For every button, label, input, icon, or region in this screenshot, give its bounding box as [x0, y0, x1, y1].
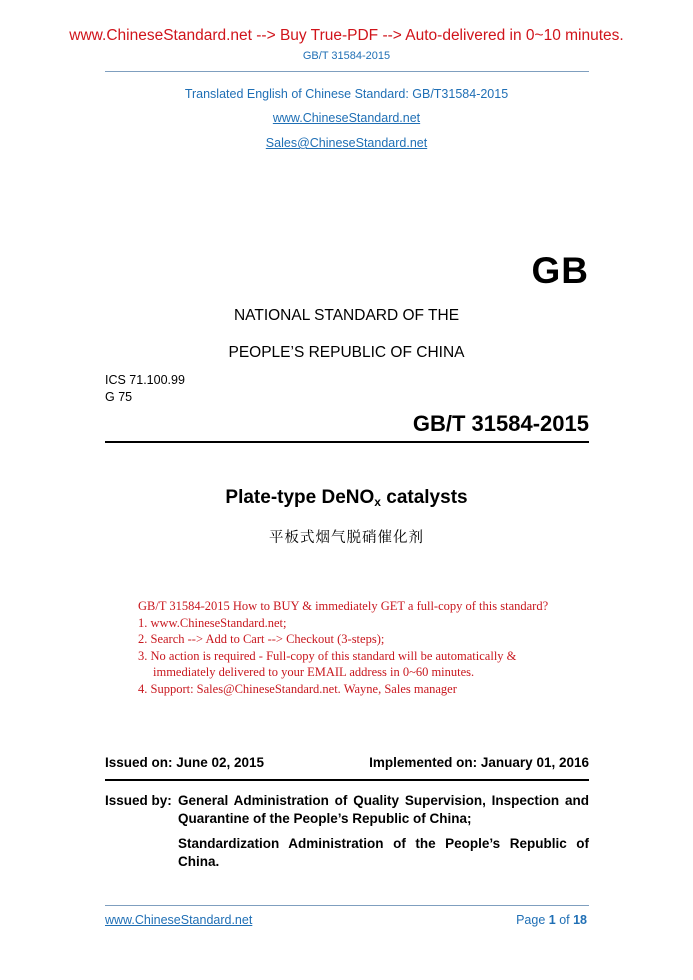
dates-divider — [105, 779, 589, 781]
code-underline — [105, 441, 589, 443]
promo-banner[interactable]: www.ChineseStandard.net --> Buy True-PDF --> Auto-delivered in 0~10 minutes. — [69, 27, 624, 44]
purchase-step-1[interactable]: 1. www.ChineseStandard.net; — [138, 615, 287, 630]
national-standard-line2: PEOPLE’S REPUBLIC OF CHINA — [228, 344, 465, 361]
national-standard-line1: NATIONAL STANDARD OF THE — [233, 307, 460, 324]
issued-date: Issued on: June 02, 2015 — [105, 755, 265, 770]
purchase-step-2: 2. Search --> Add to Cart --> Checkout (3-steps); — [138, 632, 385, 647]
purchase-step-3-continued: immediately delivered to your EMAIL address in 0~60 minutes. — [153, 665, 475, 680]
issuers-block — [105, 792, 589, 878]
sales-email-link[interactable]: Sales@ChineseStandard.net — [265, 136, 428, 150]
ccs-code: G 75 — [105, 390, 133, 404]
title-tail: catalysts — [380, 487, 468, 508]
purchase-step-3: 3. No action is required - Full-copy of this standard will be automatically & — [138, 648, 517, 663]
footer-website-link[interactable]: www.ChineseStandard.net — [105, 913, 253, 927]
issuer-aqsiq: General Administration of Quality Supervision, Inspection and Quarantine of the People’s Republic of China; — [178, 793, 589, 826]
page-current: 1 — [548, 913, 556, 927]
document-title — [0, 487, 693, 509]
purchase-instructions — [138, 598, 588, 698]
page-indicator — [516, 913, 587, 927]
gb-mark: GB — [531, 250, 589, 291]
issuer-sac: Standardization Administration of the People’s Republic of China. — [178, 836, 589, 869]
implemented-date: Implemented on: January 01, 2016 — [369, 755, 589, 770]
footer-divider — [105, 905, 589, 906]
title-main: Plate-type DeNO — [225, 487, 375, 508]
website-link[interactable]: www.ChineseStandard.net — [272, 111, 421, 125]
header-standard-code: GB/T 31584-2015 — [302, 50, 391, 62]
standard-code: GB/T 31584-2015 — [412, 411, 589, 436]
translation-heading: Translated English of Chinese Standard: GB/T31584-2015 — [184, 87, 509, 101]
page-total: 18 — [573, 913, 587, 927]
document-title-chinese: 平板式烟气脱硝催化剂 — [269, 530, 424, 546]
purchase-heading: GB/T 31584-2015 How to BUY & immediately GET a full-copy of this standard? — [138, 599, 549, 613]
ics-code: ICS 71.100.99 — [105, 373, 185, 387]
issuers-label: Issued by: — [105, 793, 172, 808]
purchase-step-4[interactable]: 4. Support: Sales@ChineseStandard.net. Wayne, Sales manager — [138, 681, 457, 696]
page-separator: of — [555, 913, 574, 927]
header-divider — [105, 71, 589, 72]
title-subscript: x — [374, 495, 381, 509]
page-label: Page — [516, 913, 549, 927]
